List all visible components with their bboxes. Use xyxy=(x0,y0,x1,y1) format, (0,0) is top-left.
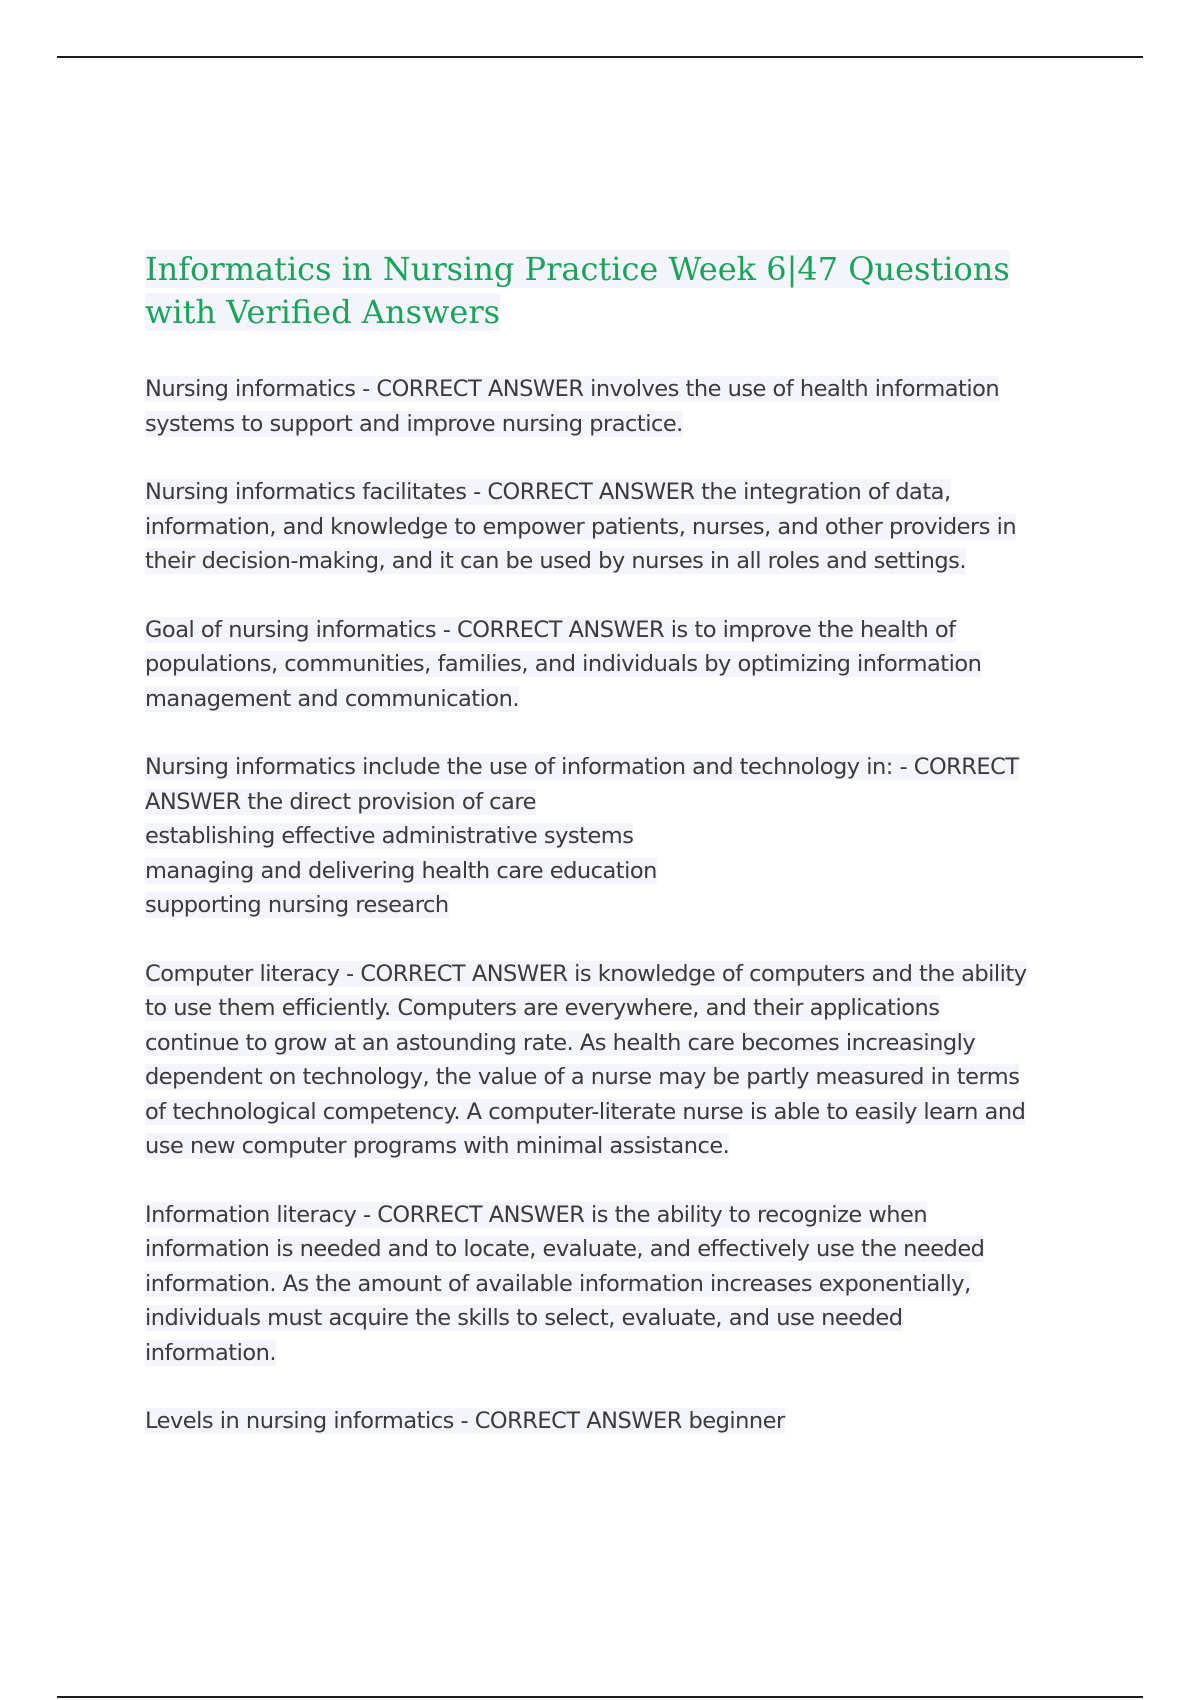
qa-line: ANSWER the direct provision of care xyxy=(145,788,536,815)
qa-line: Nursing informatics facilitates - CORRECT ANSWER the integration of data, xyxy=(145,479,951,505)
qa-line: use new computer programs with minimal assistance. xyxy=(145,1133,730,1159)
bottom-rule xyxy=(57,1696,1143,1698)
qa-line: Levels in nursing informatics - CORRECT ANSWER beginner xyxy=(145,1408,785,1434)
qa-line: of technological competency. A computer-literate nurse is able to easily learn and xyxy=(145,1098,1026,1125)
qa-line: establishing effective administrative systems xyxy=(145,823,634,849)
qa-line: management and communication. xyxy=(145,685,520,712)
qa-entry-information-literacy xyxy=(145,1198,1085,1371)
document-body xyxy=(145,248,1085,1473)
page-title: Informatics in Nursing Practice Week 6|47 Questions with Verified Answers xyxy=(145,250,1010,331)
qa-line: Goal of nursing informatics - CORRECT ANSWER is to improve the health of xyxy=(145,616,956,643)
qa-line: information. xyxy=(145,1339,277,1366)
qa-line: populations, communities, families, and individuals by optimizing information xyxy=(145,651,982,677)
qa-line: Computer literacy - CORRECT ANSWER is knowledge of computers and the ability xyxy=(145,960,1027,987)
qa-line: information is needed and to locate, evaluate, and effectively use the needed xyxy=(145,1236,985,1262)
qa-line: Nursing informatics include the use of information and technology in: - CORRECT xyxy=(145,754,1019,780)
qa-line: managing and delivering health care education xyxy=(145,857,657,884)
qa-line: Nursing informatics - CORRECT ANSWER involves the use of health information xyxy=(145,376,1000,402)
qa-entry-informatics-facilitates xyxy=(145,475,1085,579)
qa-entry-use-of-information xyxy=(145,750,1085,923)
qa-line: information, and knowledge to empower patients, nurses, and other providers in xyxy=(145,513,1017,540)
qa-entry-computer-literacy xyxy=(145,957,1085,1164)
qa-entry-goal xyxy=(145,613,1085,717)
qa-line: continue to grow at an astounding rate. As health care becomes increasingly xyxy=(145,1029,976,1056)
qa-line: supporting nursing research xyxy=(145,892,449,918)
qa-line: to use them efficiently. Computers are everywhere, and their applications xyxy=(145,995,940,1021)
qa-line: their decision-making, and it can be used by nurses in all roles and settings. xyxy=(145,548,967,574)
qa-line: individuals must acquire the skills to select, evaluate, and use needed xyxy=(145,1305,903,1331)
qa-line: dependent on technology, the value of a nurse may be partly measured in terms xyxy=(145,1064,1020,1090)
top-rule xyxy=(57,56,1143,58)
qa-line: Information literacy - CORRECT ANSWER is the ability to recognize when xyxy=(145,1201,928,1228)
qa-entry-levels xyxy=(145,1404,1085,1439)
qa-line: information. As the amount of available information increases exponentially, xyxy=(145,1270,971,1297)
qa-entry-nursing-informatics xyxy=(145,372,1085,441)
qa-line: systems to support and improve nursing practice. xyxy=(145,410,683,437)
